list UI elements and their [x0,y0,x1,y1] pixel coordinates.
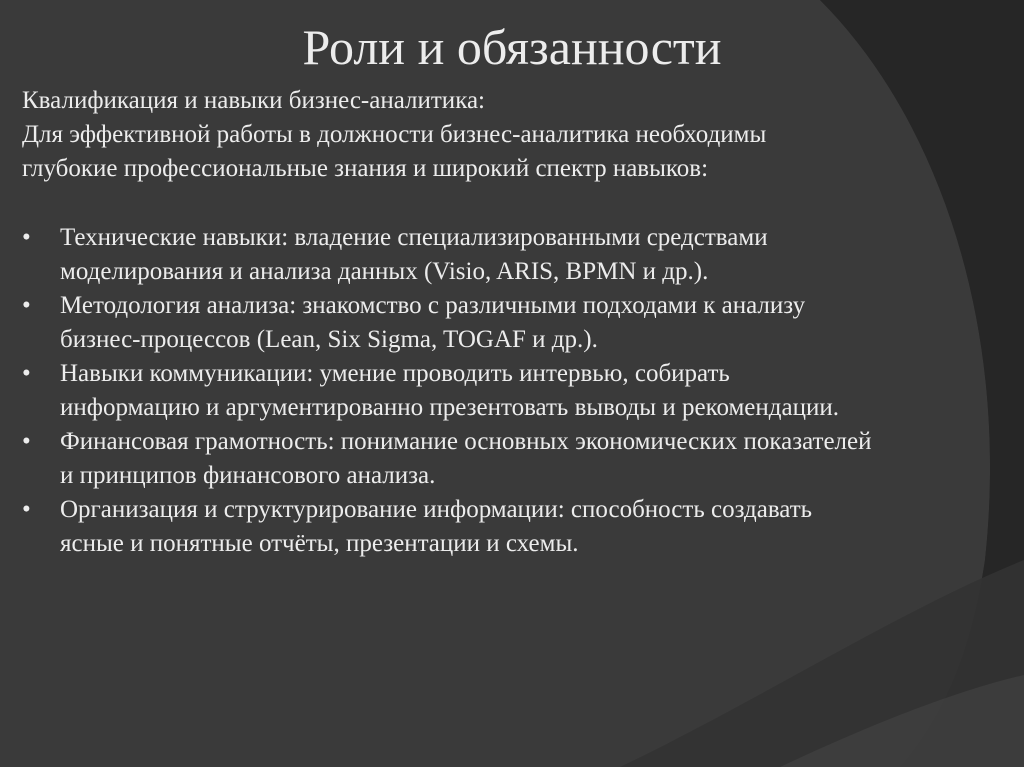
bullet-communication-skills [22,357,1012,425]
bullet-analysis-methodology [22,289,1012,357]
bullet-line: моделирования и анализа данных (Visio, ARIS, BPMN и др.). [60,258,709,285]
bullet-line: Навыки коммуникации: умение проводить интервью, собирать [60,360,730,387]
bullet-line: Организация и структурирование информации: способность создавать [60,496,813,523]
bullet-line: Финансовая грамотность: понимание основных экономических показателей [60,428,872,455]
bullet-financial-literacy [22,425,1012,493]
bullet-line: бизнес-процессов (Lean, Six Sigma, TOGAF и др.). [60,326,598,353]
bullet-line: информацию и аргументированно презентовать выводы и рекомендации. [60,394,839,421]
bullet-line: ясные и понятные отчёты, презентации и схемы. [60,530,579,557]
bullet-dot-icon: • [22,224,31,251]
intro-line: глубокие профессиональные знания и широкий спектр навыков: [22,155,709,182]
bullet-line: Технические навыки: владение специализированными средствами [60,224,768,251]
bullet-line: и принципов финансового анализа. [60,462,436,489]
bullet-technical-skills [22,221,1012,289]
bullet-dot-icon: • [22,496,31,523]
intro-line: Квалификация и навыки бизнес-аналитика: [22,87,486,114]
bullet-dot-icon: • [22,360,31,387]
bullet-line: Методология анализа: знакомство с различными подходами к анализу [60,292,806,319]
bullet-information-organization [22,493,1012,561]
intro-line: Для эффективной работы в должности бизнес-аналитика необходимы [22,121,767,148]
bullet-dot-icon: • [22,292,31,319]
skills-bullet-list [22,221,1012,561]
slide-title: Роли и обязанности [302,19,722,75]
bullet-dot-icon: • [22,428,31,455]
intro-paragraph [22,84,1002,186]
